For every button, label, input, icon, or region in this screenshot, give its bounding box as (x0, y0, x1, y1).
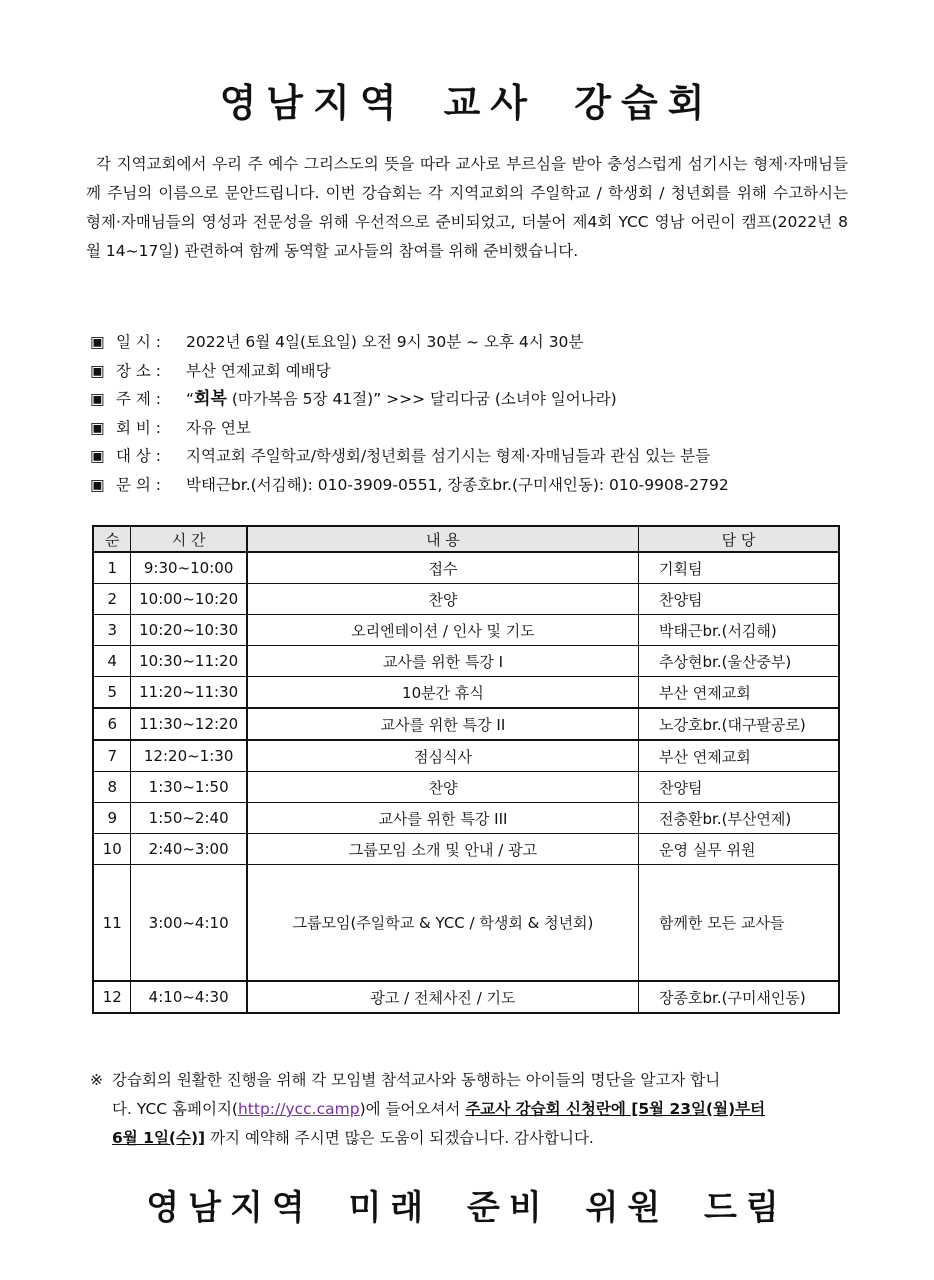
square-bullet-icon: ▣ (90, 390, 105, 409)
table-row (93, 646, 839, 677)
event-info (90, 328, 850, 500)
row-time: 2:40~3:00 (131, 834, 247, 865)
reference-mark-icon: ※ (90, 1071, 103, 1089)
row-content: 교사를 위한 특강 III (247, 803, 639, 834)
square-bullet-icon: ▣ (90, 447, 105, 466)
table-row (93, 677, 839, 709)
signature-footer: 영남지역 미래 준비 위원 드림 (146, 1188, 788, 1228)
row-no: 8 (93, 772, 131, 803)
header-no: 순 (93, 526, 131, 552)
table-row (93, 834, 839, 865)
note-line-3 (90, 1124, 846, 1153)
row-content: 10분간 휴식 (247, 677, 639, 709)
info-value: 2022년 6월 4일(토요일) 오전 9시 30분 ~ 오후 4시 30분 (186, 333, 584, 351)
table-row (93, 803, 839, 834)
note-text: 강습회의 원활한 진행을 위해 각 모임별 참석교사와 동행하는 아이들의 명단을 알고자 합니 (112, 1071, 721, 1089)
row-time: 3:00~4:10 (131, 865, 247, 982)
note-line-1 (90, 1066, 846, 1095)
row-duty: 부산 연제교회 (639, 740, 839, 772)
info-value: (마가복음 5장 41절)” >>> 달리다굼 (소녀야 일어나라) (226, 390, 617, 409)
intro-paragraph: 각 지역교회에서 우리 주 예수 그리스도의 뜻을 따라 교사로 부르심을 받아 충성스럽게 섬기시는 형제·자매님들께 주님의 이름으로 문안드립니다. 이번 강습회는 각 지역교회의 주일학교 / 학생회 / 청년회를 위해 수고하시는 형제·자매님들의 영성과 전문성을 위해 우선적으로 준비되었고, 더불어 제4회 YCC 영남 어린이 캠프(2022년 8월 14~17일) 관련하여 함께 동역할 교사들의 참여를 위해 준비했습니다. (86, 155, 848, 260)
info-value: 부산 연제교회 예배당 (186, 361, 331, 380)
info-fee (90, 414, 850, 443)
square-bullet-icon: ▣ (90, 333, 105, 351)
row-content: 오리엔테이션 / 인사 및 기도 (247, 615, 639, 646)
square-bullet-icon: ▣ (90, 361, 105, 380)
row-time: 10:30~11:20 (131, 646, 247, 677)
row-duty: 함께한 모든 교사들 (639, 865, 839, 982)
row-content: 찬양 (247, 772, 639, 803)
row-time: 11:20~11:30 (131, 677, 247, 709)
info-label: 회 비 : (116, 418, 162, 437)
table-row (93, 708, 839, 740)
row-no: 2 (93, 584, 131, 615)
info-contact (90, 471, 850, 500)
row-content: 접수 (247, 552, 639, 584)
row-duty: 찬양팀 (639, 584, 839, 615)
info-label: 대 상 : (116, 447, 162, 466)
row-content: 그룹모임(주일학교 & YCC / 학생회 & 청년회) (247, 865, 639, 982)
note-text: )에 들어오셔서 (359, 1100, 466, 1118)
row-time: 12:20~1:30 (131, 740, 247, 772)
square-bullet-icon: ▣ (90, 418, 105, 437)
row-content: 교사를 위한 특강 II (247, 708, 639, 740)
registration-period-highlight: 주교사 강습회 신청란에 [5월 23일(월)부터 (465, 1100, 766, 1118)
table-row (93, 584, 839, 615)
row-time: 4:10~4:30 (131, 981, 247, 1013)
info-value: 자유 연보 (186, 418, 251, 437)
note-text: 까지 예약해 주시면 많은 도움이 되겠습니다. 감사합니다. (205, 1129, 594, 1147)
ycc-homepage-link[interactable]: http://ycc.camp (237, 1100, 360, 1118)
table-row (93, 981, 839, 1013)
info-label: 문 의 : (116, 475, 162, 494)
row-time: 10:20~10:30 (131, 615, 247, 646)
table-row (93, 615, 839, 646)
row-no: 5 (93, 677, 131, 709)
header-duty: 담 당 (639, 526, 839, 552)
row-no: 6 (93, 708, 131, 740)
row-time: 1:30~1:50 (131, 772, 247, 803)
row-duty: 박태근br.(서김해) (639, 615, 839, 646)
info-label: 일 시 : (116, 333, 162, 351)
table-row (93, 740, 839, 772)
row-duty: 장종호br.(구미새인동) (639, 981, 839, 1013)
row-no: 4 (93, 646, 131, 677)
row-duty: 운영 실무 위원 (639, 834, 839, 865)
row-no: 11 (93, 865, 131, 982)
row-duty: 찬양팀 (639, 772, 839, 803)
header-content: 내 용 (247, 526, 639, 552)
row-duty: 추상현br.(울산중부) (639, 646, 839, 677)
info-theme (90, 385, 850, 414)
row-no: 10 (93, 834, 131, 865)
info-label: 주 제 : (116, 390, 162, 409)
theme-keyword: 회복 (194, 389, 227, 410)
row-content: 찬양 (247, 584, 639, 615)
table-row (93, 552, 839, 584)
info-value: 박태근br.(서김해): 010-3909-0551, 장종호br.(구미새인동): 010-9908-2792 (186, 475, 729, 494)
row-duty: 노강호br.(대구팔공로) (639, 708, 839, 740)
row-no: 7 (93, 740, 131, 772)
info-value: 지역교회 주일학교/학생회/청년회를 섬기시는 형제·자매님들과 관심 있는 분들 (186, 447, 711, 466)
row-no: 12 (93, 981, 131, 1013)
row-content: 교사를 위한 특강 I (247, 646, 639, 677)
header-time: 시 간 (131, 526, 247, 552)
row-duty: 전충환br.(부산연제) (639, 803, 839, 834)
table-row (93, 865, 839, 982)
table-row (93, 772, 839, 803)
table-header-row (93, 526, 839, 552)
theme-open-quote: “ (186, 390, 195, 409)
row-no: 3 (93, 615, 131, 646)
note-line-2 (90, 1095, 846, 1124)
row-content: 그룹모임 소개 및 안내 / 광고 (247, 834, 639, 865)
info-date (90, 328, 850, 357)
row-time: 11:30~12:20 (131, 708, 247, 740)
row-duty: 부산 연제교회 (639, 677, 839, 709)
row-time: 1:50~2:40 (131, 803, 247, 834)
row-no: 1 (93, 552, 131, 584)
row-content: 광고 / 전체사진 / 기도 (247, 981, 639, 1013)
note-text: 다. YCC 홈페이지( (112, 1100, 238, 1118)
row-content: 점심식사 (247, 740, 639, 772)
registration-deadline-highlight: 6월 1일(수)] (112, 1129, 206, 1147)
row-no: 9 (93, 803, 131, 834)
info-label: 장 소 : (116, 361, 162, 380)
info-place (90, 357, 850, 386)
square-bullet-icon: ▣ (90, 475, 105, 494)
schedule-table (92, 525, 840, 1014)
page-title: 영남지역 교사 강습회 (219, 81, 715, 125)
row-time: 9:30~10:00 (131, 552, 247, 584)
registration-note (90, 1066, 846, 1153)
info-target (90, 442, 850, 471)
row-time: 10:00~10:20 (131, 584, 247, 615)
row-duty: 기획팀 (639, 552, 839, 584)
